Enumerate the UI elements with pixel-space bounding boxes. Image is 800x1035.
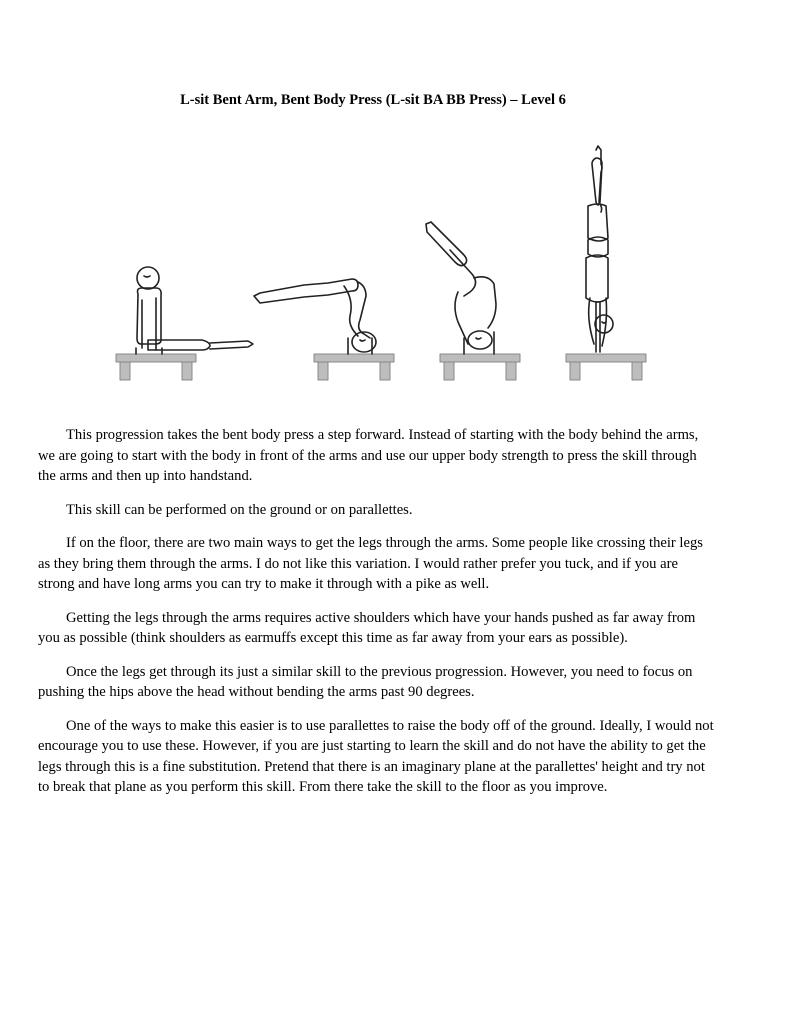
parallette-icon-1 <box>116 354 196 380</box>
parallette-icon-4 <box>566 354 646 380</box>
gymnast-progression-icon <box>108 142 656 392</box>
paragraph: If on the floor, there are two main ways to get the legs through the arms. Some people like crossing their legs as they bring them through the arms. I do not like this variation. I would rather prefer you tuck, and if you are strong and have long arms you can try to make it through with a pike as well. <box>38 534 703 593</box>
page-title: L-sit Bent Arm, Bent Body Press (L-sit BA BB Press) – Level 6 <box>180 92 566 108</box>
parallette-icon-2 <box>314 354 394 380</box>
paragraph: This skill can be performed on the ground or on parallettes. <box>66 501 413 518</box>
gymnast-tuck-through-icon <box>254 279 376 354</box>
gymnast-handstand-icon <box>586 146 613 352</box>
paragraph: This progression takes the bent body press a step forward. Instead of starting with the body behind the arms, we are going to start with the body in front of the arms and use our upper body strength to press the skill through the arms and then up into handstand. <box>38 427 699 485</box>
parallette-icon-3 <box>440 354 520 380</box>
body-text <box>38 425 718 811</box>
paragraph: Getting the legs through the arms requires active shoulders which have your hands pushed as far away from you as possible (think shoulders as earmuffs except this time as far away from your ears as possible). <box>38 609 696 647</box>
paragraph: Once the legs get through its just a similar skill to the previous progression. However, you need to focus on pushing the hips above the head without bending the arms past 90 degrees. <box>38 663 693 701</box>
gymnast-pike-icon <box>426 222 496 354</box>
paragraph: One of the ways to make this easier is to use parallettes to raise the body off of the ground. Ideally, I would not encourage you to use these. However, if you are just starting to learn the skill and do not have the ability to get the legs through this is a fine substitution. Pretend that there is an imaginary plane at the parallettes' height and try not to break that plane as you perform this skill. From there take the skill to the floor as you improve. <box>38 717 714 796</box>
gymnast-lsit-icon <box>136 267 253 354</box>
